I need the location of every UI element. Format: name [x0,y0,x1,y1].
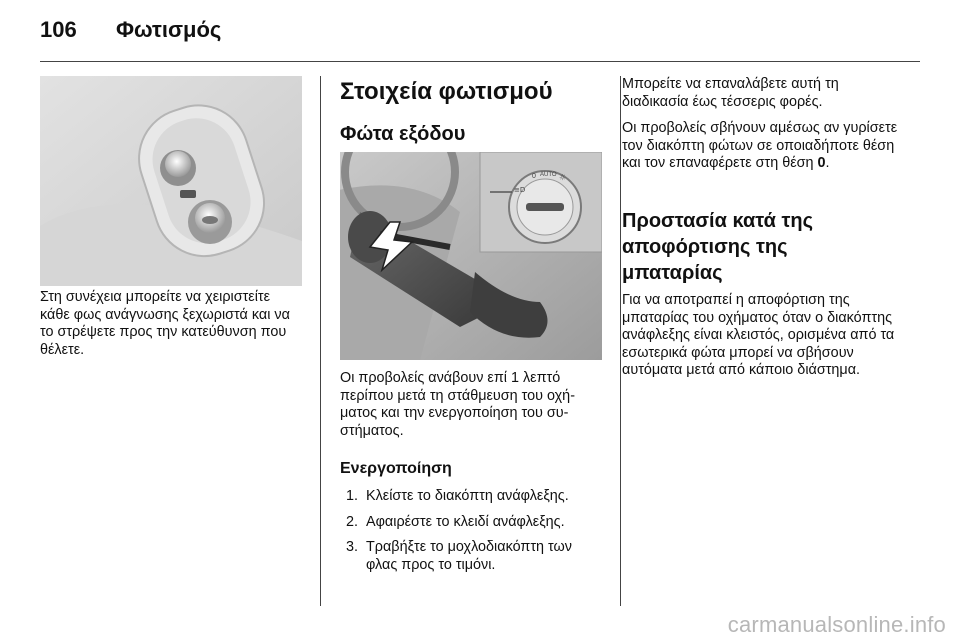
step-number: 1. [346,488,359,504]
left-caption: Στη συνέχεια μπορείτε να χειριστείτε κάθε φως ανάγνωσης ξεχωριστά και να το στρέψετε προς την κατεύθυνση που θέλετε. [40,289,290,358]
switch-icon-off: 0 [532,173,536,180]
activation-heading: Ενεργοποίηση [340,460,452,477]
activation-steps [340,488,602,582]
page-number: 106 [40,17,77,42]
step-number: 3. [346,539,359,556]
column-divider-right [620,76,621,606]
step-text: Τραβήξτε το μοχλοδιακόπτη των φλας προς το τιμόνι. [366,539,572,573]
page-header [0,0,960,70]
step-text: Αφαιρέστε το κλειδί ανάφλεξης. [366,513,565,530]
repeat-paragraph: Μπορείτε να επαναλάβετε αυτή τη διαδικασία έως τέσσερις φορές. [622,76,839,110]
step-number: 2. [346,513,359,530]
exit-lights-body: Οι προβολείς ανάβουν επί 1 λεπτό περίπου μετά τη στάθμευση του οχήματος και την ενεργοποίηση του συστήματος. [340,370,575,439]
subsection-heading: Φώτα εξόδου [340,123,466,145]
switch-off-text: Οι προβολείς σβήνουν αμέσως αν γυρίσετε τον διακόπτη φώτων σε οποιαδήποτε θέση και τον επαναφέρετε στη θέση [622,120,898,172]
battery-protection-heading: Προστασία κατά της αποφόρτισης της μπαταρίας [622,210,814,284]
watermark: carmanualsonline.info [727,612,946,637]
battery-protection-body: Για να αποτραπεί η αποφόρτιση της μπαταρίας του οχήματος όταν ο διακόπτης ανάφλεξης είναι κλειστός, ορισμένα από τα εσωτερικά φώτα μπορεί να σβήσουν αυτόματα μετά από κάποιο διάστημα. [622,292,895,379]
step-item [340,514,602,532]
switch-position-zero: 0 [817,155,826,172]
lever-switch-photo [340,152,602,360]
lever-switch-illustration [340,152,602,360]
reading-lights-illustration [40,76,302,286]
switch-icon-auto: AUTO [540,172,557,178]
step-item [340,539,602,574]
section-heading: Στοιχεία φωτισμού [340,78,553,105]
switch-off-end: . [825,155,830,172]
column-divider-left [320,76,321,606]
step-item [340,488,602,506]
section-title: Φωτισμός [116,17,222,42]
reading-lights-photo [40,76,302,286]
switch-icon-sidelights: ☼ [559,173,567,182]
step-text: Κλείστε το διακόπτη ανάφλεξης. [366,488,569,504]
header-rule [40,61,920,62]
switch-icon-headlights: ≡D [514,186,526,194]
switch-off-paragraph [622,120,904,173]
